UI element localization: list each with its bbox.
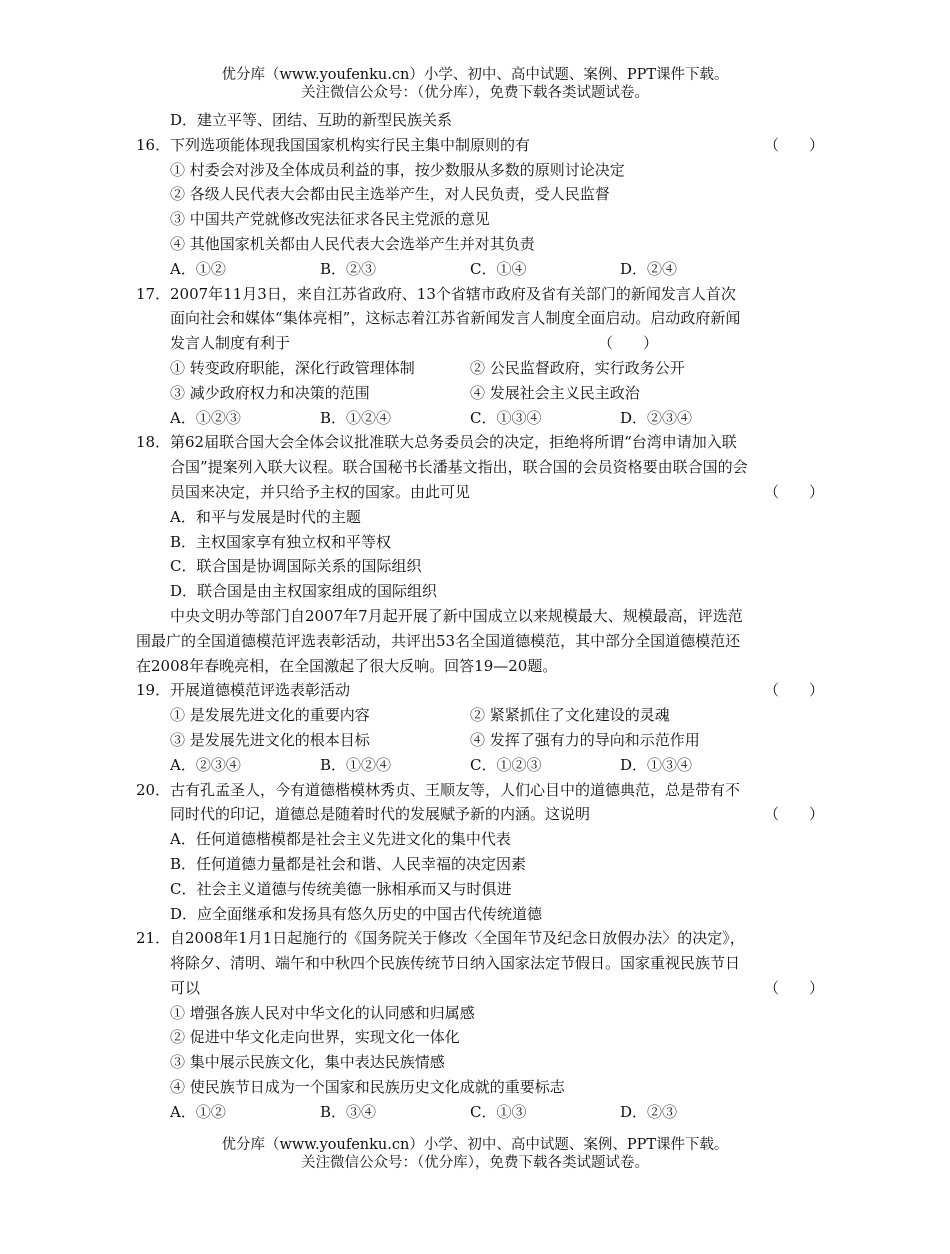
option-d: D．联合国是由主权国家组成的国际组织 [170, 582, 438, 601]
option-row [136, 1100, 826, 1125]
question-stem: 下列选项能体现我国国家机构实行民主集中制原则的有 [170, 135, 531, 154]
statement-item: ② 公民监督政府，实行政务公开 [470, 358, 685, 377]
statement-item: ③ 减少政府权力和决策的范围 [170, 383, 370, 402]
answer-bracket: （ ） [763, 681, 824, 700]
statement-item: ④ 发展社会主义民主政治 [470, 383, 640, 402]
statement-item: ② 促进中华文化走向世界，实现文化一体化 [170, 1028, 460, 1047]
question-number: 19． [136, 681, 171, 700]
question-19 [136, 678, 826, 777]
question-stem-line: 古有孔孟圣人，今有道德楷模林秀贞、王顺友等，人们心目中的道德典范，总是带有不 [170, 780, 741, 799]
question-20 [136, 778, 826, 927]
option-a: A．和平与发展是时代的主题 [170, 507, 361, 526]
question-21 [136, 926, 826, 1124]
option-c: C．①③ [470, 1102, 527, 1121]
answer-bracket: （ ） [763, 978, 824, 997]
option-b: B．①②④ [320, 408, 392, 427]
question-stem: 开展道德模范评选表彰活动 [170, 681, 351, 700]
question-number: 20． [136, 780, 171, 799]
statement-item: ④ 使民族节日成为一个国家和民族历史文化成就的重要标志 [170, 1078, 565, 1097]
footer-line-2: 关注微信公众号：（优分库），免费下载各类试题试卷。 [301, 1155, 649, 1171]
question-16 [136, 133, 826, 282]
question-number: 21． [136, 929, 171, 948]
header-line-2: 关注微信公众号：（优分库），免费下载各类试题试卷。 [301, 85, 649, 101]
option-c: C．①②③ [470, 755, 542, 774]
option-a: A．任何道德楷模都是社会主义先进文化的集中代表 [170, 830, 511, 849]
question-stem-line: 同时代的印记，道德总是随着时代的发展赋予新的内涵。这说明 [170, 805, 591, 824]
passage-line: 中央文明办等部门自2007年7月起开展了新中国成立以来规模最大、规模最高，评选范 [170, 606, 743, 625]
footer-line-1: 优分库（www.youfenku.cn）小学、初中、高中试题、案例、PPT课件下载。 [221, 1137, 729, 1153]
question-stem-line: 2007年11月3日，来自江苏省政府、13个省辖市政府及省有关部门的新闻发言人首次 [170, 284, 736, 303]
answer-bracket: （ ） [598, 334, 659, 353]
statement-item: ① 是发展先进文化的重要内容 [170, 706, 370, 725]
option-row [136, 406, 826, 431]
answer-bracket: （ ） [763, 135, 824, 154]
question-number: 18． [136, 433, 171, 452]
statement-item: ③ 集中展示民族文化，集中表达民族情感 [170, 1053, 445, 1072]
header-line-1: 优分库（www.youfenku.cn）小学、初中、高中试题、案例、PPT课件下载。 [221, 67, 729, 83]
option-c: C．联合国是协调国际关系的国际组织 [170, 557, 422, 576]
option-d: D．②③④ [620, 408, 693, 427]
option-a: A．②③④ [170, 755, 241, 774]
page-footer [0, 1136, 950, 1172]
option-d: D．应全面继承和发扬具有悠久历史的中国古代传统道德 [170, 904, 543, 923]
option-a: A．①② [170, 259, 226, 278]
question-stem-line: 将除夕、清明、端午和中秋四个民族传统节日纳入国家法定节假日。国家重视民族节日 [170, 954, 741, 973]
statement-item: ② 各级人民代表大会都由民主选举产生，对人民负责，受人民监督 [170, 185, 610, 204]
question-stem-line: 员国来决定，并只给予主权的国家。由此可见 [170, 482, 471, 501]
passage-line: 围最广的全国道德模范评选表彰活动，共评出53名全国道德模范，其中部分全国道德模范还 [136, 631, 741, 650]
statement-item: ④ 其他国家机关都由人民代表大会选举产生并对其负责 [170, 234, 535, 253]
statement-item: ④ 发挥了强有力的导向和示范作用 [470, 730, 700, 749]
option-b: B．任何道德力量都是社会和谐、人民幸福的决定因素 [170, 854, 527, 873]
option-c: C．①③④ [470, 408, 542, 427]
question-stem-line: 可以 [170, 978, 201, 997]
question-stem-line: 面向社会和媒体“集体亮相”，这标志着江苏省新闻发言人制度全面启动。启动政府新闻 [170, 309, 741, 328]
question-stem-line: 合国”提案列入联大议程。联合国秘书长潘基文指出，联合国的会员资格要由联合国的会 [170, 458, 748, 477]
prev-option-d: D．建立平等、团结、互助的新型民族关系 [170, 111, 453, 129]
question-18 [136, 430, 826, 604]
option-c: C．社会主义道德与传统美德一脉相承而又与时俱进 [170, 879, 512, 898]
statement-item: ① 增强各族人民对中华文化的认同感和归属感 [170, 1003, 475, 1022]
question-stem-line: 自2008年1月1日起施行的《国务院关于修改〈全国年节及纪念日放假办法〉的决定》， [170, 929, 745, 948]
option-d: D．②③ [620, 1102, 678, 1121]
option-row [136, 257, 826, 282]
option-d: D．②④ [620, 259, 678, 278]
option-c: C．①④ [470, 259, 527, 278]
statement-item: ② 紧紧抓住了文化建设的灵魂 [470, 706, 670, 725]
statement-item: ③ 中国共产党就修改宪法征求各民主党派的意见 [170, 210, 490, 229]
question-stem-line: 发言人制度有利于 [170, 334, 291, 353]
page-header [0, 66, 950, 102]
passage-line: 在2008年春晚亮相，在全国激起了很大反响。回答19—20题。 [136, 656, 558, 675]
exam-content [136, 108, 826, 1125]
question-number: 16． [136, 135, 171, 154]
question-stem-line: 第62届联合国大会全体会议批准联大总务委员会的决定，拒绝将所谓“台湾申请加入联 [170, 433, 737, 452]
question-number: 17． [136, 284, 171, 303]
statement-item: ① 村委会对涉及全体成员利益的事，按少数服从多数的原则讨论决定 [170, 160, 625, 179]
option-b: B．主权国家享有独立权和平等权 [170, 532, 392, 551]
option-b: B．①②④ [320, 755, 392, 774]
option-b: B．③④ [320, 1102, 377, 1121]
statement-item: ③ 是发展先进文化的根本目标 [170, 730, 370, 749]
option-b: B．②③ [320, 259, 377, 278]
option-a: A．①②③ [170, 408, 241, 427]
question-17 [136, 282, 826, 431]
option-a: A．①② [170, 1102, 226, 1121]
answer-bracket: （ ） [763, 805, 824, 824]
answer-bracket: （ ） [763, 482, 824, 501]
reading-passage [136, 604, 826, 678]
option-row [136, 753, 826, 778]
statement-item: ① 转变政府职能，深化行政管理体制 [170, 358, 415, 377]
option-d: D．①③④ [620, 755, 693, 774]
